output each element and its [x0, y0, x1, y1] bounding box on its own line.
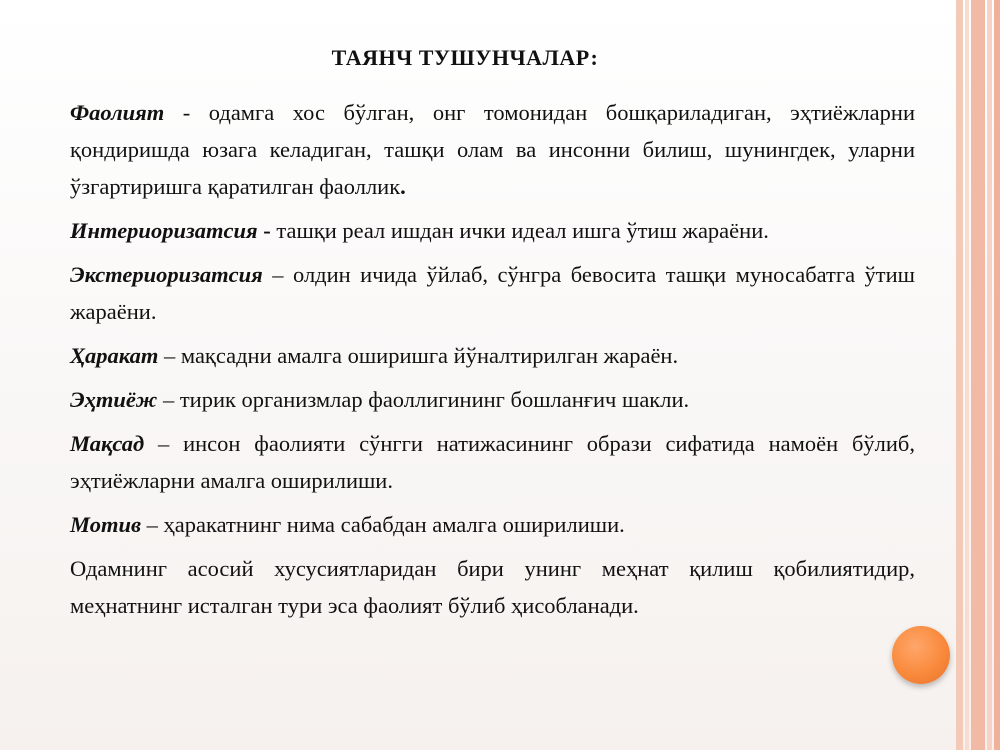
definition-paragraph	[70, 212, 915, 249]
decorative-stripe	[994, 0, 1000, 750]
definition-text: инсон фаолияти сўнгги натижасининг образи сифатида намоён бўлиб, эҳтиёжларни амалга оширилиши.	[70, 431, 915, 493]
definition-separator: –	[144, 431, 184, 456]
definition-separator: –	[141, 512, 164, 537]
definition-paragraph	[70, 337, 915, 374]
definition-term: Эҳтиёж	[70, 387, 158, 412]
definition-term: Интериоризатсия	[70, 218, 258, 243]
decorative-stripe	[956, 0, 963, 750]
definition-text: олдин ичида ўйлаб, сўнгра бевосита ташқи муносабатга ўтиш жараёни.	[70, 262, 916, 324]
definition-paragraph	[70, 381, 915, 418]
definition-separator: –	[157, 387, 180, 412]
definition-text: тирик организмлар фаоллигининг бошланғич шакли.	[179, 387, 690, 412]
definition-separator: –	[158, 343, 181, 368]
definition-term: Экстериоризатсия	[70, 262, 263, 287]
definition-paragraph	[70, 425, 915, 499]
closing-paragraph: Одамнинг асосий хусусиятларидан бири унинг меҳнат қилиш қобилиятидир, меҳнатнинг исталган тури эса фаолият бўлиб ҳисобланади.	[70, 556, 915, 618]
definition-term: Мақсад	[70, 431, 145, 456]
definition-text: ҳаракатнинг нима сабабдан амалга оширилиши.	[163, 512, 625, 537]
slide-title: ТАЯНЧ ТУШУНЧАЛАР:	[331, 45, 599, 70]
definition-term: Фаолият	[70, 100, 165, 125]
definition-term: Мотив	[70, 512, 142, 537]
definition-term: Ҳаракат	[70, 343, 159, 368]
definition-text: ташқи реал ишдан ички идеал ишга ўтиш жараёни.	[276, 218, 769, 243]
definition-separator: –	[262, 262, 293, 287]
decorative-stripe	[987, 0, 992, 750]
decorative-stripe	[965, 0, 969, 750]
orange-circle-decoration	[892, 626, 950, 684]
slide-content	[70, 94, 915, 631]
decorative-stripe	[971, 0, 985, 750]
definition-paragraph	[70, 94, 915, 205]
definition-paragraph	[70, 506, 915, 543]
definition-end: .	[400, 174, 406, 199]
definition-separator: -	[257, 218, 277, 243]
definition-separator: -	[164, 100, 209, 125]
definition-text: одамга хос бўлган, онг томонидан бошқариладиган, эҳтиёжларни қондиришда юзага келадиган, ташқи олам ва инсонни билиш, шунингдек, уларни ўзгартиришга қаратилган фаоллик	[70, 100, 915, 199]
definition-paragraph	[70, 256, 915, 330]
definition-text: мақсадни амалга оширишга йўналтирилган жараён.	[180, 343, 679, 368]
